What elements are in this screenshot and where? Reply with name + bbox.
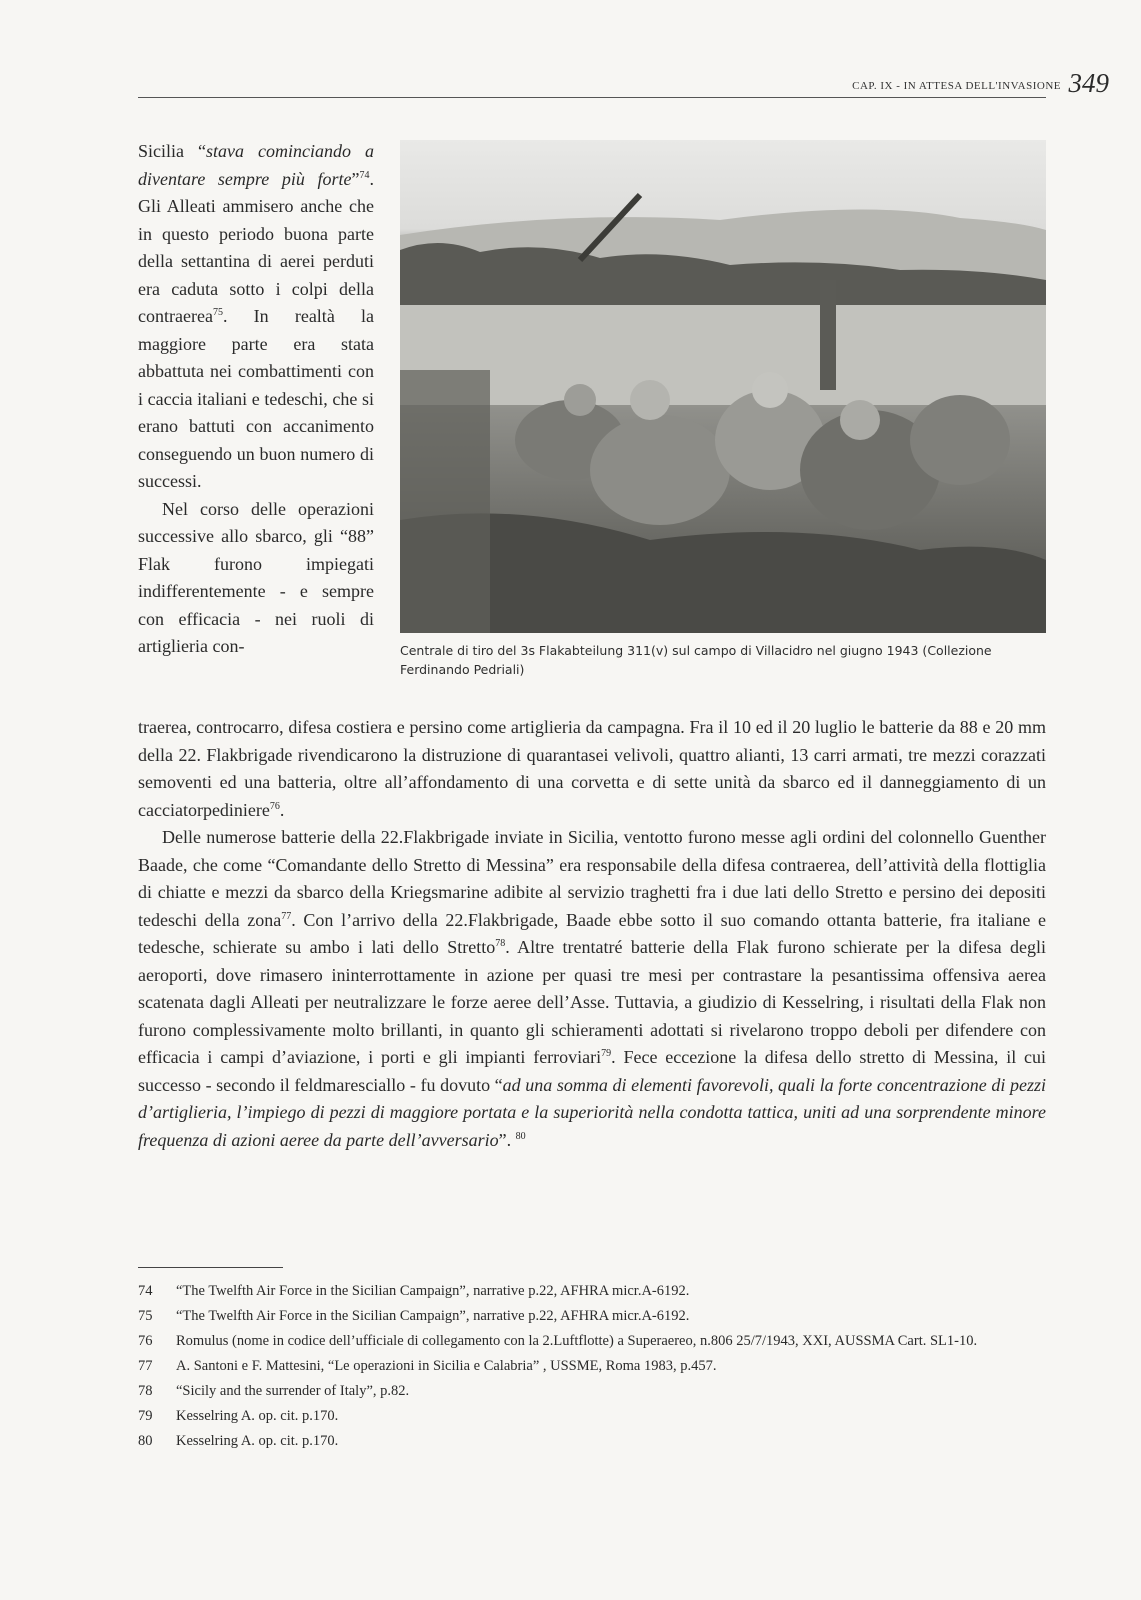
footnote-number: 80 [138,1433,153,1449]
page-number: 349 [1068,68,1109,98]
text-run: . Fece eccezione la difesa dello stretto di Messina, il cui successo - secondo il feldmaresciallo - fu dovuto “ [138,1047,1046,1095]
footnote [138,1356,1046,1377]
photograph-illustration [400,140,1046,633]
paragraph-3 [138,824,1046,1154]
footnote-number: 77 [138,1358,153,1374]
text-run: Sicilia “ [138,141,206,161]
footnote-number: 79 [138,1408,153,1424]
footnote-text: Romulus (nome in codice dell’ufficiale di collegamento con la 2.Luftflotte) a Superaereo, n.806 25/7/1943, XXI, AUSSMA Cart. SL1-10. [176,1333,978,1349]
footnote-ref[interactable]: 78 [495,938,506,949]
text-run: . Altre trentatré batterie della Flak furono schierate per la difesa degli aeroporti, dove rimasero ininterrottamente in azione per quasi tre mesi per contrastare la pesantissima offensiva aerea scatenata dagli Alleati per neutralizzare le forze aeree dell’Asse. Tuttavia, a giudizio di Kesselring, i risultati della Flak non furono complessivamente molto brillanti, in quanto gli schieramenti adottati si rivelarono troppo deboli per difendere con efficacia i campi d’aviazione, i porti e gli impianti ferroviari [138,937,1046,1067]
footnote-rule [138,1267,283,1268]
text-run: . Con l’arrivo della 22.Flakbrigade, Baade ebbe sotto il suo comando ottanta batterie, fra italiane e tedesche, schierate su ambo i lati dello Stretto [138,909,1046,957]
header-rule [138,97,1046,98]
footnote-ref[interactable]: 74 [359,169,370,181]
footnote [138,1306,1046,1327]
footnote [138,1406,1046,1427]
footnote-text: “The Twelfth Air Force in the Sicilian Campaign”, narrative p.22, AFHRA micr.A-6192. [176,1308,690,1324]
footnote-text: Kesselring A. op. cit. p.170. [176,1433,339,1449]
figure [400,140,1046,679]
footnotes [138,1281,1046,1456]
text-run: traerea, controcarro, difesa costiera e persino come artiglieria da campagna. Fra il 10 ed il 20 luglio le batterie da 88 e 20 mm della 22. Flakbrigade rivendicarono la distruzione di quarantasei velivoli, quattro alianti, 13 carri armati, tre mezzi corazzati semoventi ed una batteria, oltre all’affondamento di una corvetta e di sette unità da sbarco ed il danneggiamento di un cacciatorpediniere [138,717,1046,820]
footnote-number: 75 [138,1308,153,1324]
running-head: CAP. IX - IN ATTESA DELL'INVASIONE [852,80,1061,92]
footnote-ref[interactable]: 79 [601,1048,612,1059]
footnote-text: “The Twelfth Air Force in the Sicilian Campaign”, narrative p.22, AFHRA micr.A-6192. [176,1283,690,1299]
text-run: ”. [498,1129,512,1150]
quotation: stava cominciando a diventare sempre più forte [138,141,374,189]
footnote-number: 78 [138,1383,153,1399]
footnote-text: Kesselring A. op. cit. p.170. [176,1408,339,1424]
paragraph-2-continued [138,714,1046,824]
paragraph-1 [138,138,374,496]
footnote-ref[interactable]: 80 [515,1130,526,1142]
full-width-text [138,714,1046,1154]
footnote [138,1281,1046,1302]
footnote-ref[interactable]: 75 [212,307,223,318]
narrow-column-text [138,138,374,661]
footnote-text: A. Santoni e F. Mattesini, “Le operazioni in Sicilia e Calabria” , USSME, Roma 1983, p.457. [176,1358,717,1374]
text-run: ” [351,168,360,189]
footnote [138,1381,1046,1402]
text-run: . Gli Alleati ammisero anche che in questo periodo buona parte della settantina di aerei perduti era caduta sotto i colpi della contraerea [138,168,374,326]
footnote-ref[interactable]: 76 [269,800,280,812]
footnote-ref[interactable]: 77 [281,910,292,922]
paragraph-2-start: Nel corso delle operazioni successive allo sbarco, gli “88” Flak furono impiegati indifferentemente - e sempre con efficacia - nei ruoli di artiglieria con- [138,498,374,656]
footnote-number: 74 [138,1283,153,1299]
text-run: Delle numerose batterie della 22.Flakbrigade inviate in Sicilia, ventotto furono messe agli ordini del colonnello Guenther Baade, che come “Comandante dello Stretto di Messina” era responsabile della difesa contraerea, dell’attività della flottiglia di chiatte e mezzi da sbarco della Kriegsmarine adibite al servizio traghetti fra i due lati dello Stretto e persino dei depositi tedeschi della zona [138,827,1046,930]
text-run: . In realtà la maggiore parte era stata abbattuta nei combattimenti con i caccia italiani e tedeschi, che si erano battuti con accanimento conseguendo un buon numero di successi. [138,306,374,491]
footnote-text: “Sicily and the surrender of Italy”, p.82. [176,1383,410,1399]
footnote [138,1331,1046,1352]
footnote [138,1431,1046,1452]
text-run: . [279,799,285,820]
figure-caption: Centrale di tiro del 3s Flakabteilung 311(v) sul campo di Villacidro nel giugno 1943 (Collezione Ferdinando Pedriali) [400,643,992,677]
footnote-number: 76 [138,1333,153,1349]
quotation: ad una somma di elementi favorevoli, quali la forte concentrazione di pezzi d’artiglieria, l’impiego di pezzi di maggiore portata e la superiorità nella condotta tattica, uniti ad una sorprendente minore frequenza di azioni aeree da parte dell’avversario [138,1074,1046,1150]
photograph [400,140,1046,633]
